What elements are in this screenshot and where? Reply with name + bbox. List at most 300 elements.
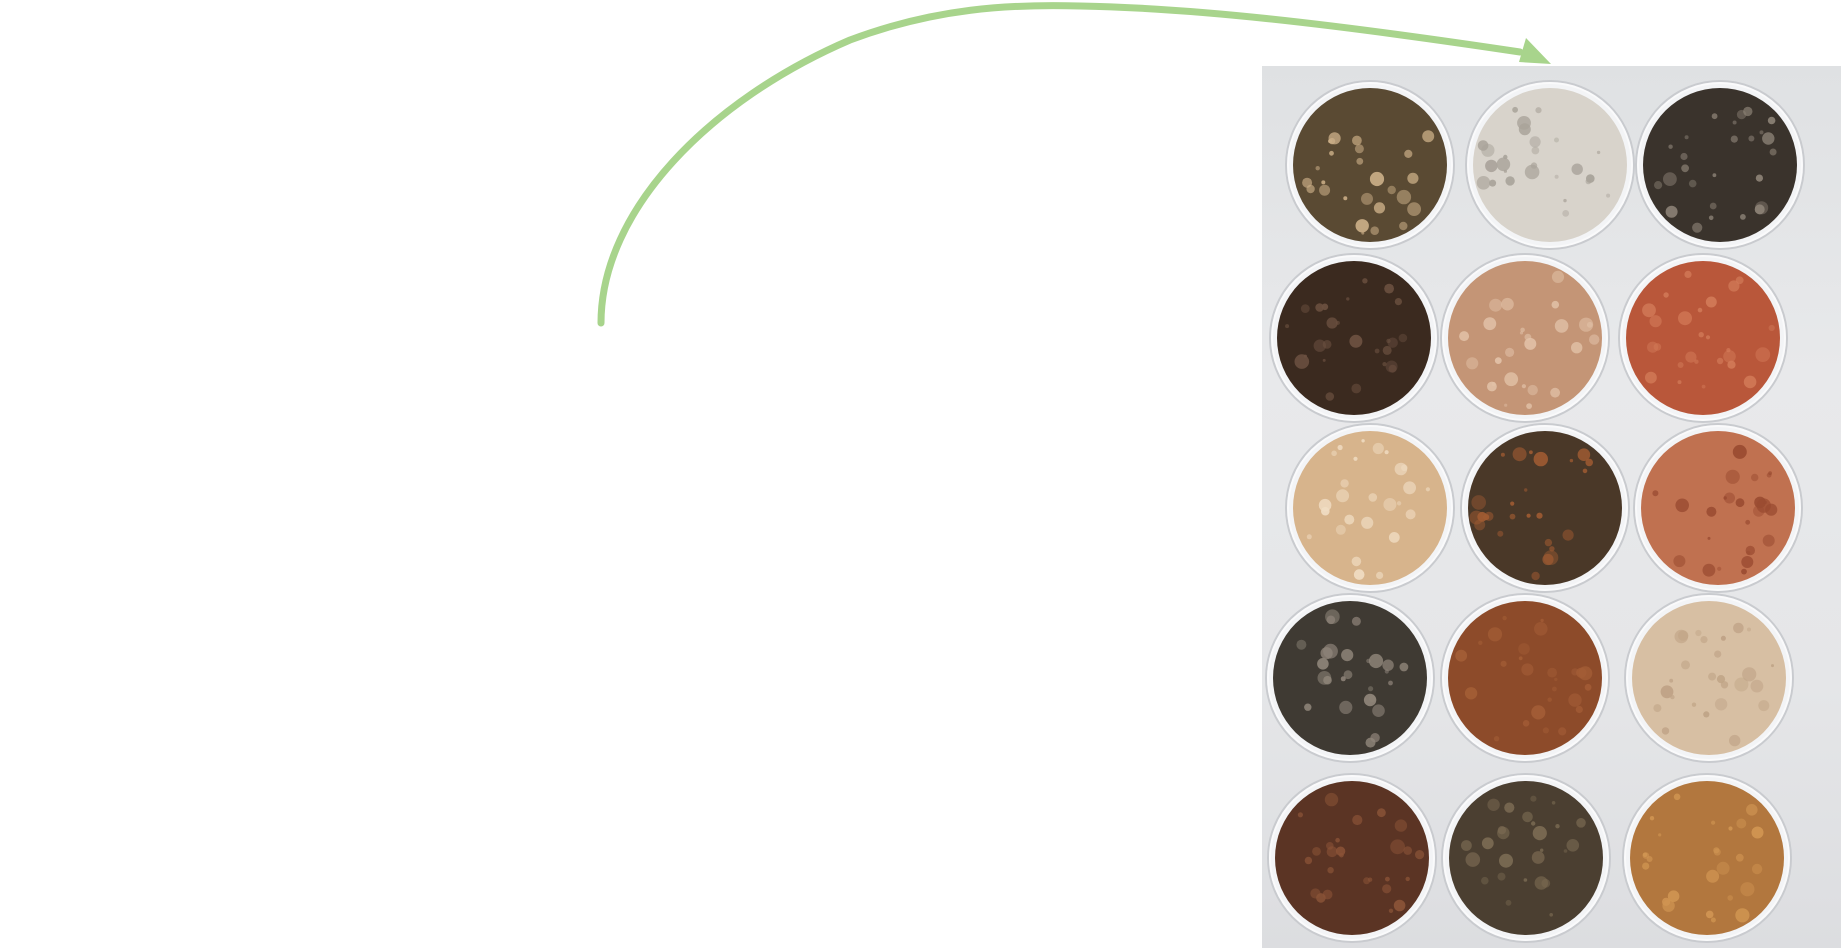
soil-particle <box>1717 862 1730 875</box>
soil-particle <box>1377 808 1386 817</box>
soil-particle <box>1344 515 1354 525</box>
soil-particle <box>1304 704 1311 711</box>
soil-particle <box>1352 617 1361 626</box>
soil-particle <box>1535 107 1541 113</box>
soil-particle <box>1312 847 1321 856</box>
soil-particle <box>1366 659 1370 663</box>
soil-particle <box>1653 704 1661 712</box>
soil-particle <box>1675 499 1689 513</box>
soil-particle <box>1568 693 1581 706</box>
soil-particle <box>1545 539 1552 546</box>
soil-particle <box>1663 292 1668 297</box>
soil-particle <box>1698 308 1703 313</box>
soil-particle <box>1741 569 1747 575</box>
soil-particle <box>1383 498 1396 511</box>
soil-particle <box>1544 550 1559 565</box>
soil-particle <box>1369 654 1383 668</box>
soil-particle <box>1681 660 1690 669</box>
soil-particle <box>1680 153 1687 160</box>
soil-particle <box>1346 297 1349 300</box>
soil-particle <box>1461 840 1472 851</box>
soil-particle <box>1505 176 1514 185</box>
dish-r1-c3 <box>1636 81 1804 249</box>
soil-particle <box>1576 706 1583 713</box>
soil-particle <box>1549 913 1553 917</box>
soil-particle <box>1748 136 1754 142</box>
soil-particle <box>1702 385 1706 389</box>
soil-particle <box>1532 851 1545 864</box>
soil-particle <box>1529 450 1533 454</box>
soil-particle <box>1352 557 1362 567</box>
soil-particle <box>1406 509 1416 519</box>
soil-particle <box>1389 532 1400 543</box>
soil-particle <box>1571 342 1582 353</box>
soil-particle <box>1643 852 1650 859</box>
soil-particle <box>1570 459 1573 462</box>
soil-particle <box>1321 180 1325 184</box>
soil-particle <box>1587 322 1593 328</box>
soil-particle <box>1362 278 1367 283</box>
soil-particle <box>1483 317 1496 330</box>
soil-particle <box>1684 271 1691 278</box>
soil-particle <box>1373 443 1384 454</box>
soil-particle <box>1737 110 1746 119</box>
soil-particle <box>1325 793 1338 806</box>
soil-particle <box>1726 470 1740 484</box>
soil-particle <box>1415 850 1424 859</box>
soil-particle <box>1552 801 1556 805</box>
soil-particle <box>1323 644 1338 659</box>
dish-r5-c2 <box>1442 774 1610 942</box>
soil-particle <box>1489 299 1502 312</box>
soil-sample <box>1275 781 1429 935</box>
soil-particle <box>1695 630 1701 636</box>
soil-particle <box>1298 812 1303 817</box>
soil-particle <box>1530 796 1536 802</box>
soil-particle <box>1752 827 1764 839</box>
soil-particle <box>1361 517 1373 529</box>
soil-particle <box>1525 334 1532 341</box>
soil-particle <box>1315 303 1324 312</box>
soil-particle <box>1536 513 1542 519</box>
soil-particle <box>1721 636 1726 641</box>
soil-particle <box>1384 284 1394 294</box>
soil-particle <box>1740 882 1754 896</box>
soil-particle <box>1678 630 1688 640</box>
soil-particle <box>1736 276 1744 284</box>
soil-particle <box>1363 877 1370 884</box>
soil-particle <box>1400 663 1409 672</box>
soil-particle <box>1552 687 1557 692</box>
soil-particle <box>1285 324 1289 328</box>
soil-particle <box>1669 679 1673 683</box>
soil-particle <box>1369 493 1378 502</box>
soil-particle <box>1650 816 1654 820</box>
soil-particle <box>1662 898 1670 906</box>
soil-particle <box>1571 668 1578 675</box>
soil-particle <box>1597 151 1600 154</box>
soil-particle <box>1756 175 1763 182</box>
soil-particle <box>1510 514 1516 520</box>
soil-particle <box>1335 838 1340 843</box>
soil-particle <box>1407 202 1421 216</box>
soil-particle <box>1506 900 1512 906</box>
soil-particle <box>1708 673 1716 681</box>
soil-particle <box>1747 628 1751 632</box>
soil-particle <box>1404 150 1412 158</box>
soil-particle <box>1728 826 1732 830</box>
soil-particle <box>1339 701 1352 714</box>
soil-particle <box>1745 520 1750 525</box>
soil-particle <box>1564 849 1568 853</box>
soil-particle <box>1755 347 1770 362</box>
soil-particle <box>1547 668 1557 678</box>
soil-sample <box>1448 601 1602 755</box>
dish-r3-c2 <box>1461 424 1629 592</box>
soil-particle <box>1741 556 1753 568</box>
soil-particle <box>1501 661 1507 667</box>
soil-particle <box>1706 507 1716 517</box>
soil-particle <box>1711 918 1716 923</box>
soil-particle <box>1733 121 1737 125</box>
soil-particle <box>1478 641 1482 645</box>
soil-particle <box>1744 376 1757 389</box>
soil-particle <box>1563 530 1574 541</box>
soil-particle <box>1673 555 1685 567</box>
soil-particle <box>1407 173 1418 184</box>
soil-particle <box>1319 185 1330 196</box>
soil-particle <box>1310 888 1320 898</box>
soil-particle <box>1455 650 1467 662</box>
soil-particle <box>1742 667 1756 681</box>
soil-particle <box>1336 847 1345 856</box>
soil-particle <box>1364 694 1376 706</box>
soil-particle <box>1356 158 1363 165</box>
soil-particle <box>1474 519 1485 530</box>
soil-particle <box>1521 663 1533 675</box>
soil-particle <box>1700 636 1707 643</box>
soil-particle <box>1494 736 1499 741</box>
soil-particle <box>1712 113 1718 119</box>
soil-particle <box>1336 525 1346 535</box>
soil-particle <box>1606 194 1610 198</box>
soil-particle <box>1327 846 1338 857</box>
soil-particle <box>1370 226 1379 235</box>
soil-particle <box>1316 166 1320 170</box>
soil-particle <box>1471 495 1486 510</box>
soil-particle <box>1661 685 1674 698</box>
dish-r3-c3 <box>1634 424 1802 592</box>
soil-particle <box>1366 738 1376 748</box>
soil-particle <box>1487 799 1499 811</box>
soil-particle <box>1713 847 1719 853</box>
soil-particle <box>1397 501 1401 505</box>
soil-particle <box>1466 357 1478 369</box>
soil-particle <box>1554 678 1557 681</box>
soil-particle <box>1481 877 1489 885</box>
dish-r5-c1 <box>1268 774 1436 942</box>
soil-particle <box>1522 812 1533 823</box>
soil-particle <box>1513 447 1527 461</box>
soil-particle <box>1736 819 1746 829</box>
soil-particle <box>1304 355 1307 358</box>
soil-particle <box>1323 359 1326 362</box>
soil-particle <box>1711 821 1715 825</box>
soil-particle <box>1372 704 1385 717</box>
soil-particle <box>1762 132 1774 144</box>
soil-particle <box>1746 551 1750 555</box>
soil-particle <box>1586 174 1595 183</box>
soil-particle <box>1501 298 1514 311</box>
soil-particle <box>1512 107 1518 113</box>
soil-particle <box>1397 190 1411 204</box>
soil-particle <box>1717 358 1723 364</box>
soil-particle <box>1647 342 1658 353</box>
dish-r4-c1 <box>1266 594 1434 762</box>
soil-particle <box>1674 794 1681 801</box>
soil-particle <box>1352 136 1362 146</box>
soil-particle <box>1302 178 1312 188</box>
soil-particle <box>1534 622 1548 636</box>
soil-particle <box>1714 651 1721 658</box>
soil-particle <box>1563 199 1566 202</box>
soil-particle <box>1504 372 1518 386</box>
soil-particle <box>1764 501 1767 504</box>
soil-sample <box>1293 431 1447 585</box>
soil-particle <box>1478 140 1489 151</box>
soil-particle <box>1736 498 1745 507</box>
soil-particle <box>1530 136 1541 147</box>
soil-particle <box>1361 193 1373 205</box>
soil-particle <box>1531 705 1545 719</box>
soil-particle <box>1361 232 1364 235</box>
soil-particle <box>1321 507 1330 516</box>
soil-particle <box>1497 531 1503 537</box>
soil-particle <box>1482 837 1494 849</box>
soil-particle <box>1389 909 1393 913</box>
soil-particle <box>1317 658 1329 670</box>
soil-particle <box>1368 686 1373 691</box>
soil-particle <box>1578 448 1591 461</box>
soil-sample <box>1643 88 1797 242</box>
soil-particle <box>1305 857 1312 864</box>
soil-particle <box>1543 727 1549 733</box>
soil-particle <box>1386 339 1390 343</box>
soil-particle <box>1733 623 1744 634</box>
soil-particle <box>1706 870 1719 883</box>
soil-particle <box>1678 380 1682 384</box>
soil-particle <box>1399 222 1407 230</box>
soil-particle <box>1327 616 1336 625</box>
soil-particle <box>1562 210 1569 217</box>
soil-particle <box>1706 335 1710 339</box>
soil-particle <box>1703 711 1709 717</box>
soil-particle <box>1526 403 1532 409</box>
soil-particle <box>1355 144 1364 153</box>
soil-particle <box>1395 819 1407 831</box>
soil-particle <box>1351 384 1361 394</box>
soil-particle <box>1736 854 1744 862</box>
soil-particle <box>1552 301 1560 309</box>
soil-particle <box>1663 172 1677 186</box>
soil-particle <box>1535 876 1548 889</box>
soil-particle <box>1540 849 1543 852</box>
soil-particle <box>1499 854 1513 868</box>
soil-particle <box>1374 202 1385 213</box>
soil-particle <box>1652 490 1658 496</box>
soil-particle <box>1552 271 1564 283</box>
soil-particle <box>1395 298 1402 305</box>
soil-particle <box>1572 164 1583 175</box>
soil-particle <box>1703 564 1716 577</box>
soil-particle <box>1706 911 1714 919</box>
soil-particle <box>1497 827 1509 839</box>
soil-particle <box>1540 619 1543 622</box>
soil-particle <box>1327 317 1338 328</box>
soil-particle <box>1567 839 1580 852</box>
soil-particle <box>1340 479 1348 487</box>
soil-particle <box>1370 172 1384 186</box>
soil-particle <box>1519 123 1531 135</box>
soil-particle <box>1485 160 1497 172</box>
soil-particle <box>1388 681 1393 686</box>
soil-particle <box>1710 203 1717 210</box>
soil-particle <box>1328 139 1332 143</box>
soil-particle <box>1356 219 1369 232</box>
soil-particle <box>1353 457 1357 461</box>
soil-particle <box>1694 360 1698 364</box>
soil-particle <box>1525 165 1540 180</box>
soil-particle <box>1576 818 1586 828</box>
dish-r2-c2 <box>1441 254 1609 422</box>
soil-particle <box>1504 404 1507 407</box>
soil-particle <box>1763 535 1775 547</box>
soil-particle <box>1550 388 1560 398</box>
soil-particle <box>1727 895 1733 901</box>
soil-particle <box>1685 135 1689 139</box>
soil-particle <box>1403 481 1416 494</box>
soil-particle <box>1524 878 1528 882</box>
soil-particle <box>1341 649 1353 661</box>
soil-particle <box>1504 803 1514 813</box>
soil-particle <box>1323 890 1333 900</box>
soil-particle <box>1466 852 1481 867</box>
soil-particle <box>1375 349 1380 354</box>
soil-particle <box>1383 346 1392 355</box>
soil-particle <box>1558 727 1566 735</box>
soil-particle <box>1533 826 1547 840</box>
soil-particle <box>1361 439 1364 442</box>
soil-particle <box>1681 164 1689 172</box>
soil-particle <box>1668 145 1672 149</box>
soil-particle <box>1666 206 1678 218</box>
soil-particle <box>1699 332 1704 337</box>
soil-particle <box>1692 703 1696 707</box>
soil-particle <box>1329 151 1334 156</box>
soil-particle <box>1326 392 1335 401</box>
soil-particle <box>1323 676 1332 685</box>
soil-particle <box>1532 147 1540 155</box>
soil-particle <box>1642 863 1649 870</box>
soil-particle <box>1352 815 1362 825</box>
soil-particle <box>1729 735 1740 746</box>
soil-particle <box>1654 181 1662 189</box>
soil-particle <box>1724 496 1727 499</box>
soil-particle <box>1388 186 1396 194</box>
soil-particle <box>1349 335 1362 348</box>
soil-particle <box>1395 463 1408 476</box>
dish-r2-c3 <box>1619 254 1787 422</box>
soil-particle <box>1709 216 1714 221</box>
soil-particle <box>1497 158 1511 172</box>
soil-particle <box>1708 537 1711 540</box>
soil-particle <box>1555 319 1569 333</box>
soil-particle <box>1768 117 1776 125</box>
soil-particle <box>1731 136 1738 143</box>
soil-particle <box>1376 572 1383 579</box>
soil-particle <box>1505 348 1514 357</box>
soil-particle <box>1296 640 1306 650</box>
soil-particle <box>1394 900 1406 912</box>
dish-r5-c3 <box>1623 774 1791 942</box>
dish-r2-c1 <box>1270 254 1438 422</box>
soil-particle <box>1338 445 1343 450</box>
soil-particle <box>1524 488 1527 491</box>
soil-particle <box>1727 361 1735 369</box>
dish-r1-c2 <box>1466 81 1634 249</box>
soil-particle <box>1527 514 1531 518</box>
soil-particle <box>1343 196 1347 200</box>
soil-particle <box>1502 616 1506 620</box>
soil-particle <box>1301 304 1310 313</box>
soil-particle <box>1583 469 1588 474</box>
soil-particle <box>1642 303 1656 317</box>
soil-particle <box>1498 873 1506 881</box>
soil-particle <box>1678 362 1684 368</box>
soil-particle <box>1385 450 1389 454</box>
soil-particle <box>1336 489 1349 502</box>
soil-particle <box>1426 487 1430 491</box>
soil-particle <box>1662 727 1669 734</box>
soil-particle <box>1650 315 1662 327</box>
soil-particle <box>1501 453 1505 457</box>
soil-particle <box>1519 656 1523 660</box>
soil-particle <box>1518 643 1530 655</box>
soil-particle <box>1751 680 1764 693</box>
soil-particle <box>1510 502 1514 506</box>
soil-particle <box>1757 498 1771 512</box>
curved-arrow-head <box>1519 38 1551 64</box>
soil-sample <box>1293 88 1447 242</box>
soil-particle <box>1760 130 1764 134</box>
soil-sample <box>1626 261 1780 415</box>
soil-particle <box>1585 684 1592 691</box>
soil-particle <box>1554 138 1559 143</box>
soil-particle <box>1769 325 1775 331</box>
soil-particle <box>1678 311 1692 325</box>
soil-particle <box>1382 660 1393 671</box>
soil-particle <box>1645 372 1657 384</box>
soil-particle <box>1534 452 1548 466</box>
soil-particle <box>1354 569 1365 580</box>
soil-particle <box>1658 833 1661 836</box>
soil-particle <box>1770 149 1777 156</box>
soil-particle <box>1548 698 1552 702</box>
soil-particle <box>1399 334 1408 343</box>
soil-particle <box>1531 821 1535 825</box>
soil-particle <box>1735 908 1749 922</box>
soil-particle <box>1767 473 1772 478</box>
